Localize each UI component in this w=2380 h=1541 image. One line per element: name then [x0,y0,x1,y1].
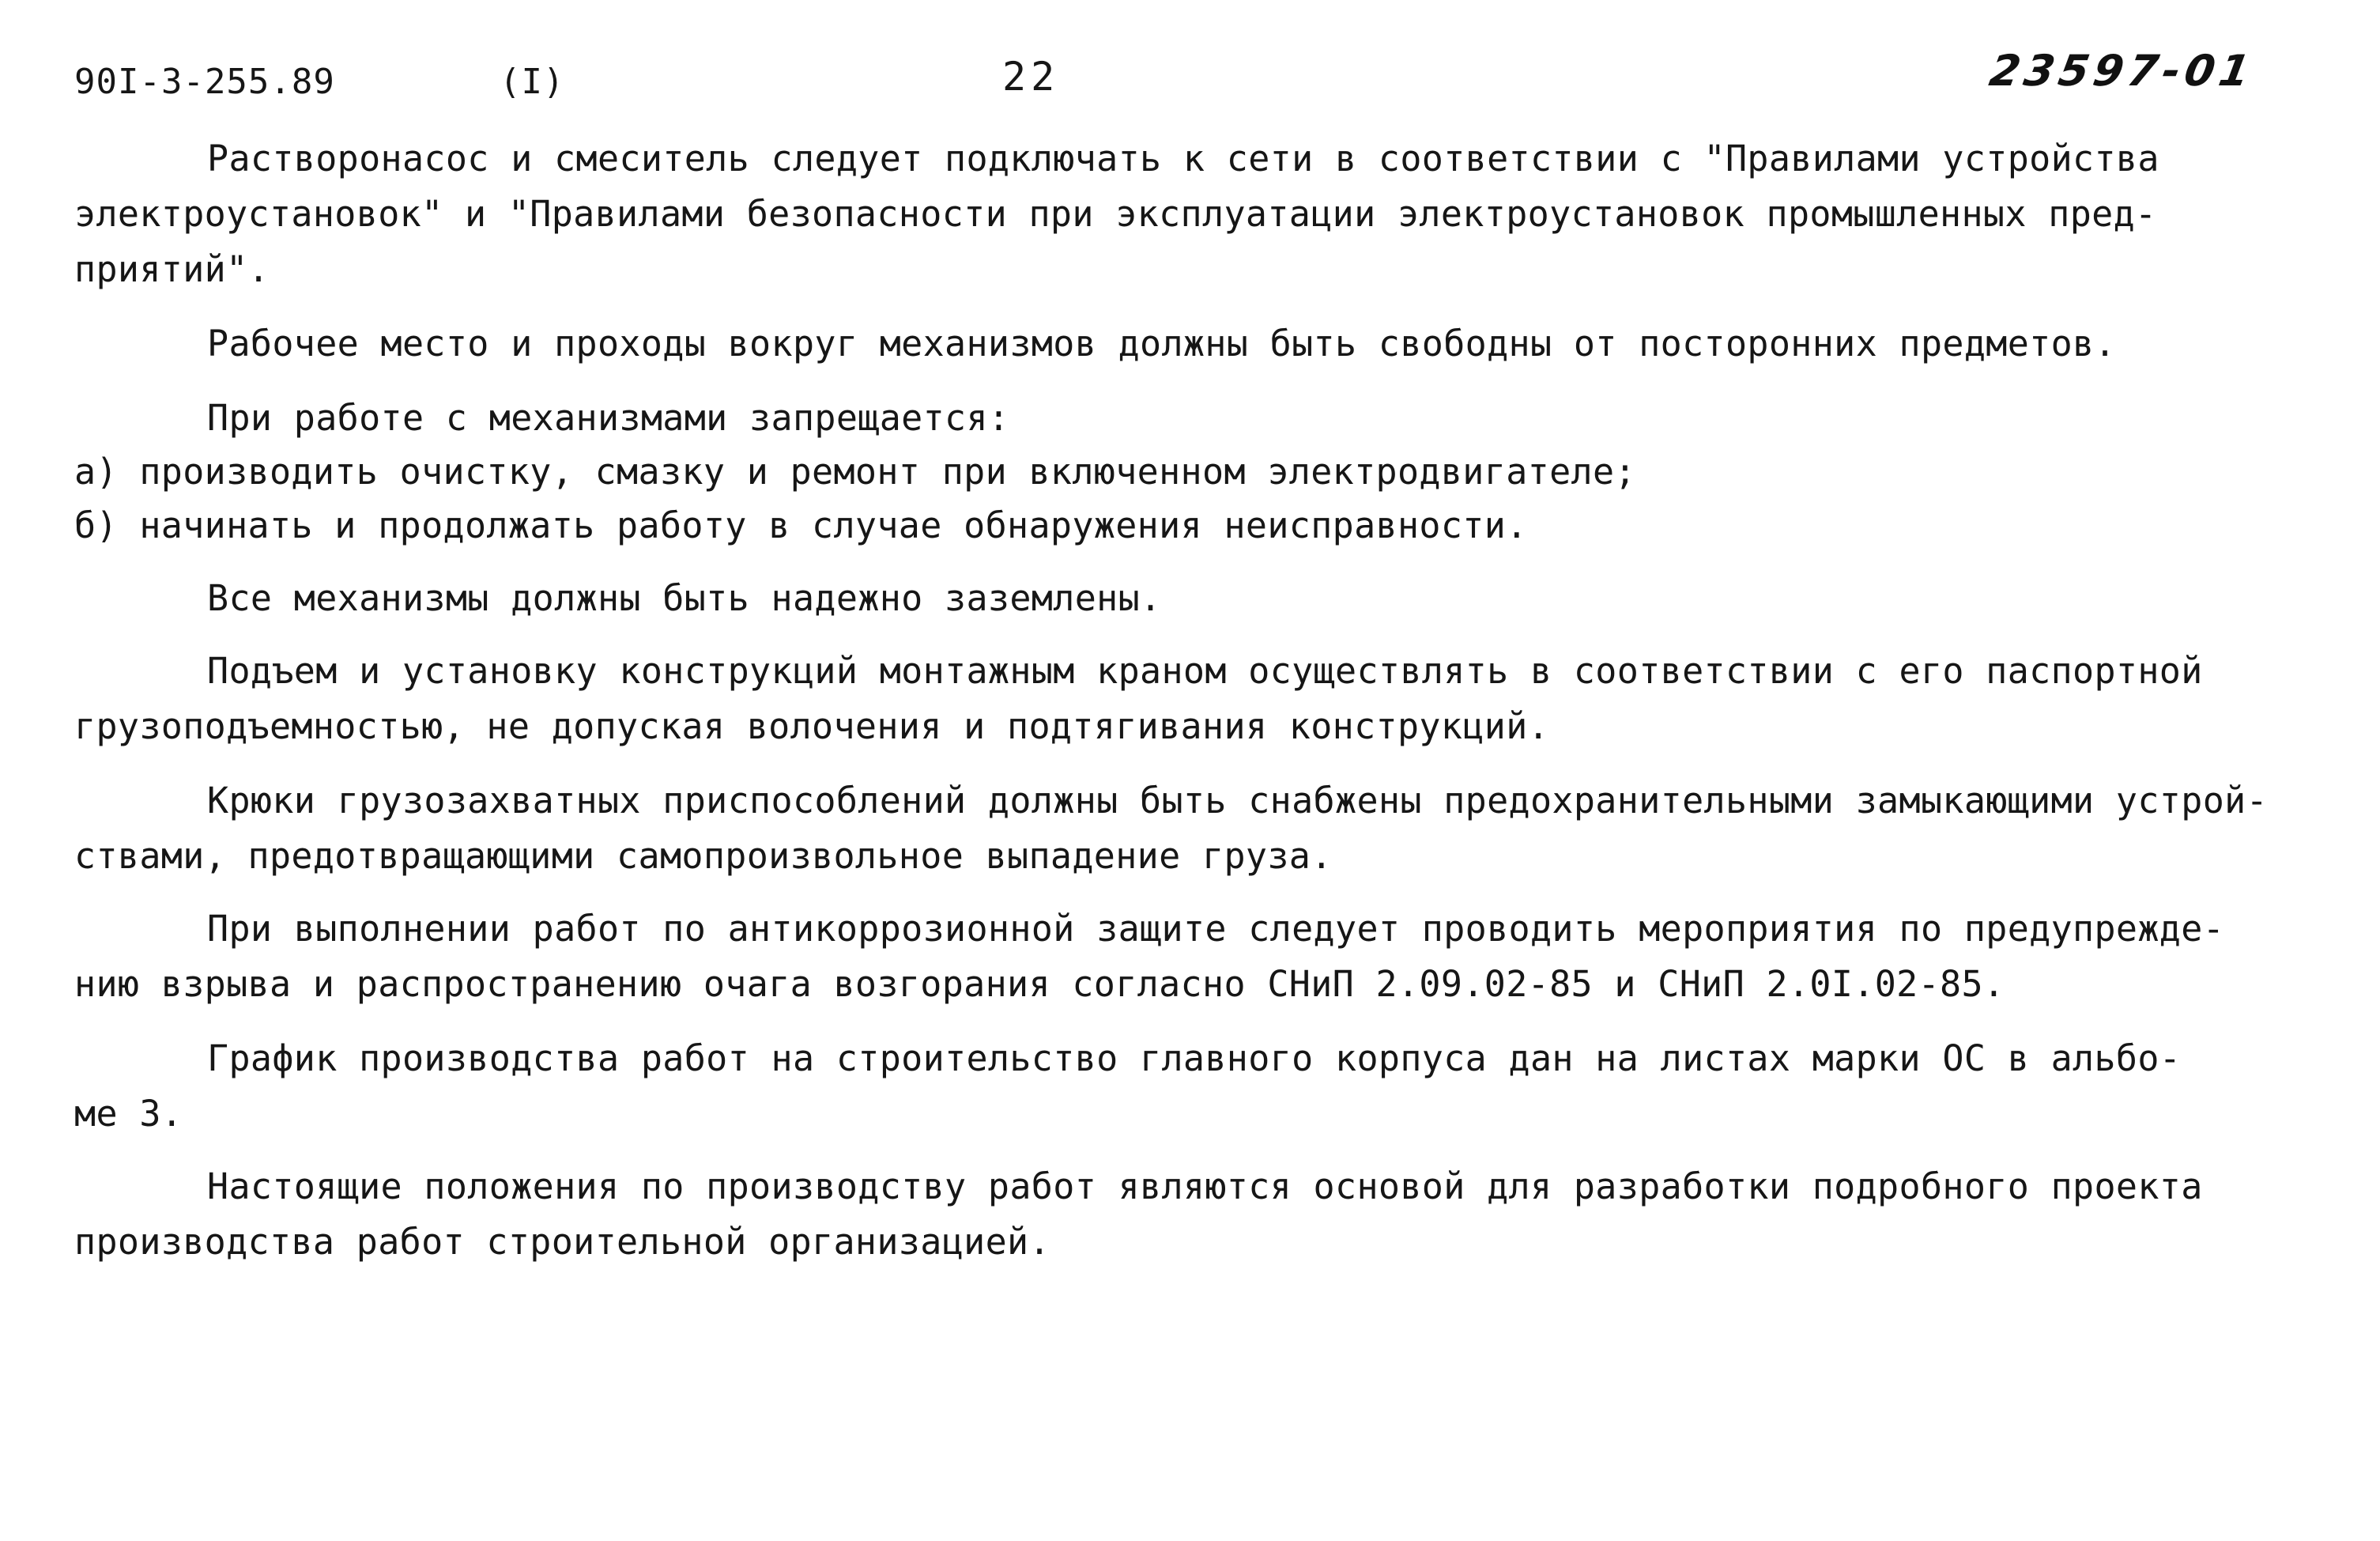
text-line: Рабочее место и проходы вокруг механизмов должны быть свободны от посторонних предметов. [207,323,2116,364]
handwritten-registration-number: 23597-01 [1986,46,2258,96]
sheet-mark: (I) [500,62,565,102]
text-line: Настоящие положения по производству работ являются основой для разработки подробного проекта [207,1165,2203,1207]
page-number: 22 [1002,54,1060,100]
text-line: При выполнении работ по антикоррозионной защите следует проводить мероприятия по предупрежде- [207,908,2225,950]
text-line: грузоподъемностью, не допуская волочения и подтягивания конструкций. [74,705,1550,747]
text-line: ме 3. [74,1093,183,1135]
text-line: График производства работ на строительство главного корпуса дан на листах марки ОС в альбо- [207,1037,2182,1079]
list-item: б) начинать и продолжать работу в случае обнаружения неисправности. [74,504,1528,546]
text-line: производства работ строительной организацией. [74,1221,1050,1263]
text-line: Растворонасос и смеситель следует подключать к сети в соответствии с "Правилами устройства [207,138,2159,179]
text-line: ствами, предотвращающими самопроизвольное выпадение груза. [74,835,1333,877]
text-line: Крюки грузозахватных приспособлений должны быть снабжены предохранительными замыкающими устрой- [207,780,2269,821]
text-line: Все механизмы должны быть надежно заземлены. [207,577,1162,619]
document-code: 90I-3-255.89 [74,62,335,102]
list-item: а) производить очистку, смазку и ремонт при включенном электродвигателе; [74,451,1636,493]
text-line: электроустановок" и "Правилами безопасности при эксплуатации электроустановок промышленных пред- [74,193,2157,235]
text-line: приятий". [74,248,270,290]
text-line: При работе с механизмами запрещается: [207,397,1010,439]
text-line: Подъем и установку конструкций монтажным краном осуществлять в соответствии с его паспортной [207,650,2203,692]
text-line: нию взрыва и распространению очага возгорания согласно СНиП 2.09.02-85 и СНиП 2.0I.02-85. [74,963,2005,1005]
